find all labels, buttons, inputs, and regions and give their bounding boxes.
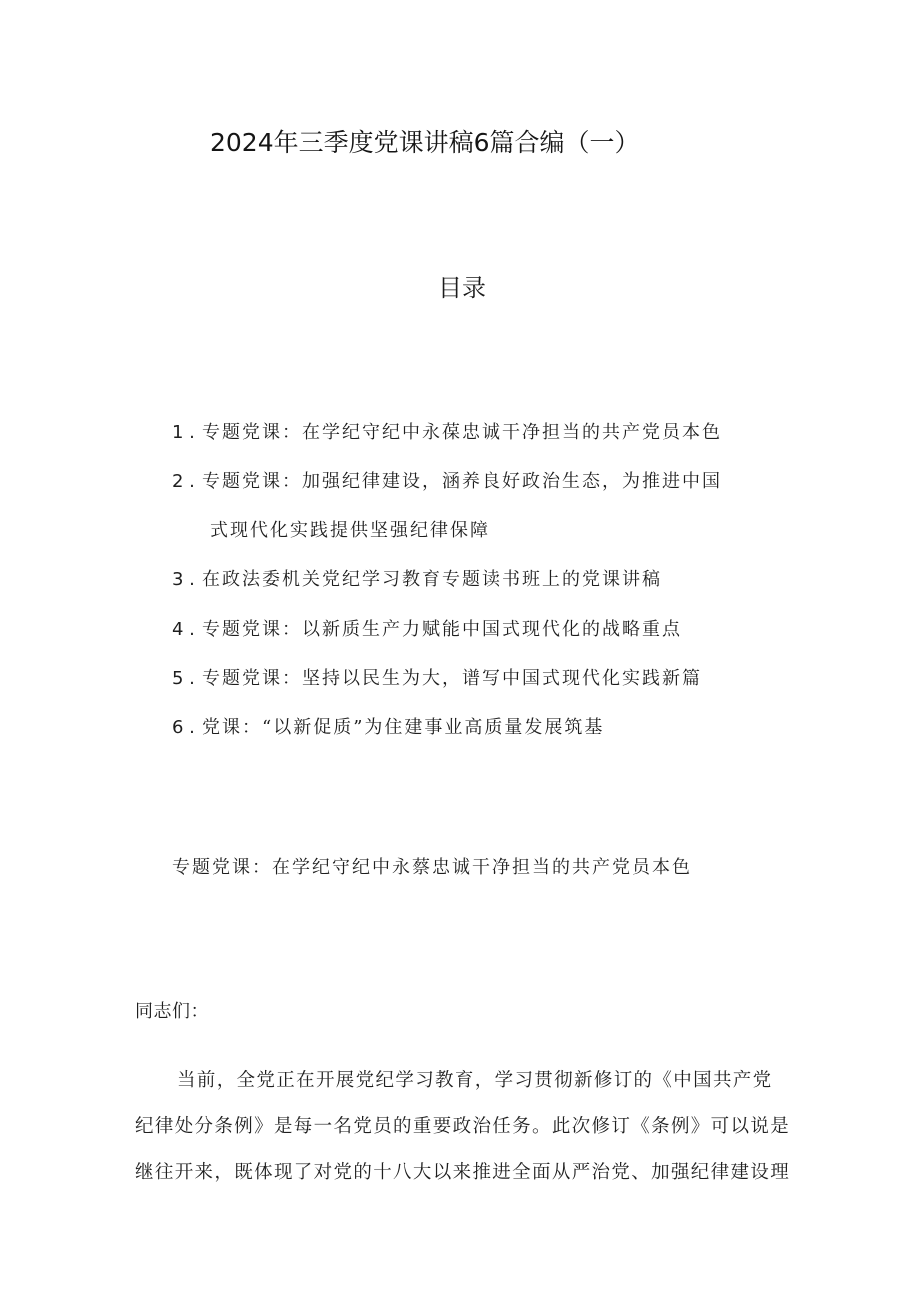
toc-item-number: 4 . bbox=[172, 619, 195, 640]
toc-item-number: 1 . bbox=[172, 422, 195, 443]
toc-item-1 bbox=[172, 422, 722, 444]
toc-item-5 bbox=[172, 668, 702, 690]
document-title: 2024年三季度党课讲稿6篇合编（一） bbox=[210, 128, 640, 157]
toc-item-text: 专题党课：以新质生产力赋能中国式现代化的战略重点 bbox=[202, 619, 682, 640]
toc-item-text: 在政法委机关党纪学习教育专题读书班上的党课讲稿 bbox=[202, 569, 662, 590]
toc-item-number: 3 . bbox=[172, 569, 195, 590]
salutation: 同志们： bbox=[135, 1001, 209, 1022]
paragraph-line: 继往开来，既体现了对党的十八大以来推进全面从严治党、加强纪律建设理 bbox=[135, 1162, 791, 1183]
toc-item-2-continuation: 式现代化实践提供坚强纪律保障 bbox=[210, 520, 490, 541]
toc-item-number: 6 . bbox=[172, 717, 195, 738]
toc-heading: 目录 bbox=[438, 274, 486, 302]
toc-item-text: 党课：“以新促质”为住建事业高质量发展筑基 bbox=[202, 717, 605, 738]
toc-item-4 bbox=[172, 619, 682, 641]
toc-item-6 bbox=[172, 717, 604, 739]
paragraph-line: 当前，全党正在开展党纪学习教育，学习贯彻新修订的《中国共产党 bbox=[177, 1070, 773, 1091]
paragraph-line: 纪律处分条例》是每一名党员的重要政治任务。此次修订《条例》可以说是 bbox=[135, 1116, 791, 1137]
toc-item-text: 专题党课：坚持以民生为大，谱写中国式现代化实践新篇 bbox=[202, 668, 702, 689]
section-title: 专题党课：在学纪守纪中永蔡忠诚干净担当的共产党员本色 bbox=[172, 857, 692, 878]
toc-item-text: 专题党课：加强纪律建设，涵养良好政治生态，为推进中国 bbox=[202, 471, 722, 492]
toc-item-number: 2 . bbox=[172, 471, 195, 492]
toc-item-text: 专题党课：在学纪守纪中永葆忠诚干净担当的共产党员本色 bbox=[202, 422, 722, 443]
toc-item-number: 5 . bbox=[172, 668, 195, 689]
toc-item-2 bbox=[172, 471, 722, 493]
toc-item-3 bbox=[172, 569, 662, 591]
